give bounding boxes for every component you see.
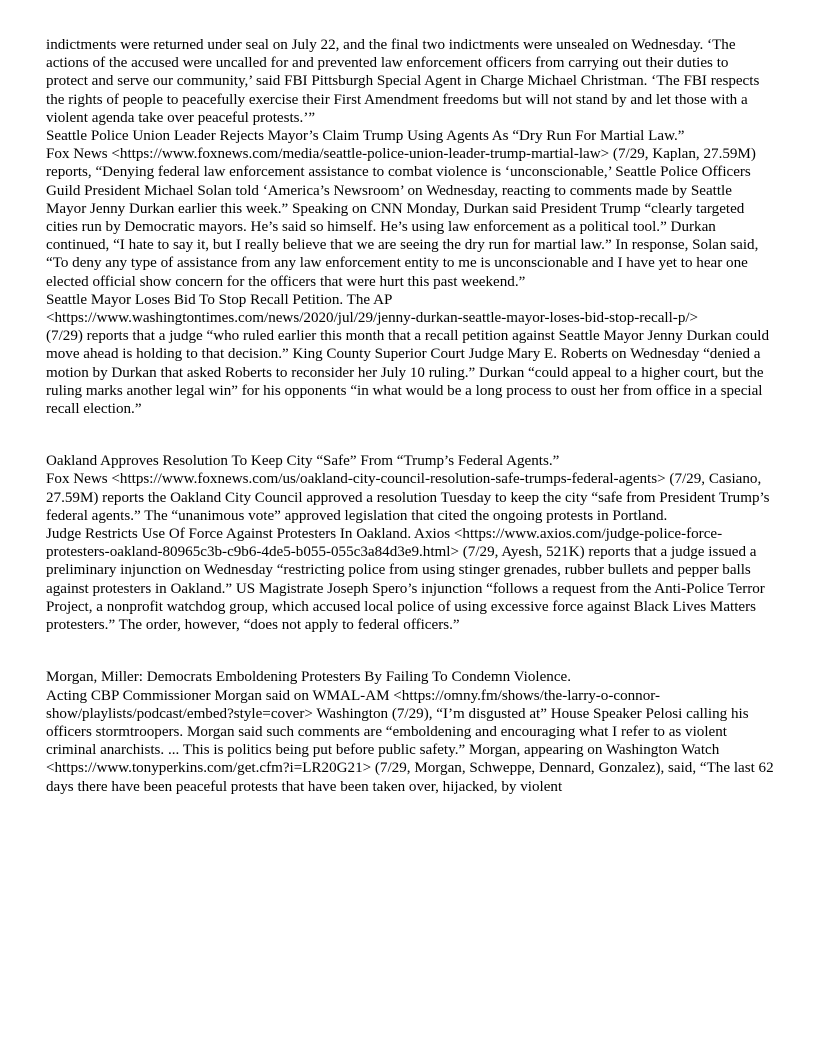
washington-times-link: <https://www.washingtontimes.com/news/2020/jul/29/jenny-durkan-seattle-mayor-loses-bid-stop-recall-p/> bbox=[46, 310, 699, 327]
paragraph-fox-news-seattle: Fox News <https://www.foxnews.com/media/seattle-police-union-leader-trump-martial-law> (7/29, Kaplan, 27.59M) reports, “Denying federal law enforcement assistance to combat violence is ‘unconscionable,’ Seattle Police Officers Guild President Michael Solan told ‘America’s Newsroom’ on Wednesday, reacting to comments made by Seattle Mayor Jenny Durkan earlier this week.” Speaking on CNN Monday, Durkan said President Trump “clearly targeted cities run by Democratic mayors. He’s said so himself. He’s using law enforcement as a political tool.” Durkan continued, “I hate to say it, but I really believe that we are seeing the dry run for martial law.” In response, Solan said, “To deny any type of assistance from any law enforcement entity to me is unconscionable and I have yet to hear one elected official show concern for the officers that were hurt this past weekend.” bbox=[46, 146, 759, 290]
paragraph-seattle-recall-intro: Seattle Mayor Loses Bid To Stop Recall Petition. The AP bbox=[46, 291, 393, 308]
lead-paragraph: indictments were returned under seal on July 22, and the final two indictments were unsealed on Wednesday. ‘The actions of the accused were uncalled for and prevented law enforcement officers from carrying out their duties to protect and serve our community,’ said FBI Pittsburgh Special Agent in Charge Michael Christman. ‘The FBI respects the rights of people to peacefully exercise their First Amendment freedoms but will not stand by and let those with a violent agenda take over peaceful protests.’” bbox=[46, 37, 760, 126]
headline-oakland-resolution: Oakland Approves Resolution To Keep City “Safe” From “Trump’s Federal Agents.” bbox=[46, 453, 560, 470]
paragraph-fox-news-oakland: Fox News <https://www.foxnews.com/us/oakland-city-council-resolution-safe-trumps-federal-agents> (7/29, Casiano, 27.59M) reports the Oakland City Council approved a resolution Tuesday to keep the city “safe from President Trump’s federal agents.” The “unanimous vote” approved legislation that cited the ongoing protests in Portland. bbox=[46, 471, 770, 524]
paragraph-axios-oakland: Judge Restricts Use Of Force Against Protesters In Oakland. Axios <https://www.axios.com/judge-police-force-protesters-oakland-80965c3b-c9b6-4de5-b055-055c3a84d3e9.html> (7/29, Ayesh, 521K) reports that a judge issued a preliminary injunction on Wednesday “restricting police from using stinger grenades, rubber bullets and pepper balls against protesters in Oakland.” US Magistrate Joseph Spero’s injunction “follows a request from the Anti-Police Terror Project, a nonprofit watchdog group, which accused local police of using excessive force against Black Lives Matters protesters.” The order, however, “does not apply to federal officers.” bbox=[46, 526, 765, 634]
paragraph-seattle-recall-body: (7/29) reports that a judge “who ruled earlier this month that a recall petition against Seattle Mayor Jenny Durkan could move ahead is holding to that decision.” King County Superior Court Judge Mary E. Roberts on Wednesday “denied a motion by Durkan that asked Roberts to reconsider her July 10 ruling.” Durkan “could appeal to a higher court, but the ruling marks another legal win” for his opponents “in what would be a long process to oust her from office in a special recall election.” bbox=[46, 328, 770, 418]
headline-morgan-miller: Morgan, Miller: Democrats Emboldening Protesters By Failing To Condemn Violence. bbox=[46, 669, 571, 686]
headline-seattle-police-union: Seattle Police Union Leader Rejects Mayor’s Claim Trump Using Agents As “Dry Run For Martial Law.” bbox=[46, 128, 685, 145]
document-page bbox=[46, 36, 774, 796]
paragraph-wmal-morgan: Acting CBP Commissioner Morgan said on WMAL-AM <https://omny.fm/shows/the-larry-o-connor-show/playlists/podcast/embed?style=cover> Washington (7/29), “I’m disgusted at” House Speaker Pelosi calling his officers stormtroopers. Morgan said such comments are “emboldening and encouraging what I refer to as violent criminal anarchists. ... This is politics being put before public safety.” Morgan, appearing on Washington Watch <https://www.tonyperkins.com/get.cfm?i=LR20G21> (7/29, Morgan, Schweppe, Dennard, Gonzalez), said, “The last 62 days there have been peaceful protests that have been taken over, hijacked, by violent bbox=[46, 687, 774, 795]
paragraph-seattle-recall bbox=[46, 291, 774, 418]
